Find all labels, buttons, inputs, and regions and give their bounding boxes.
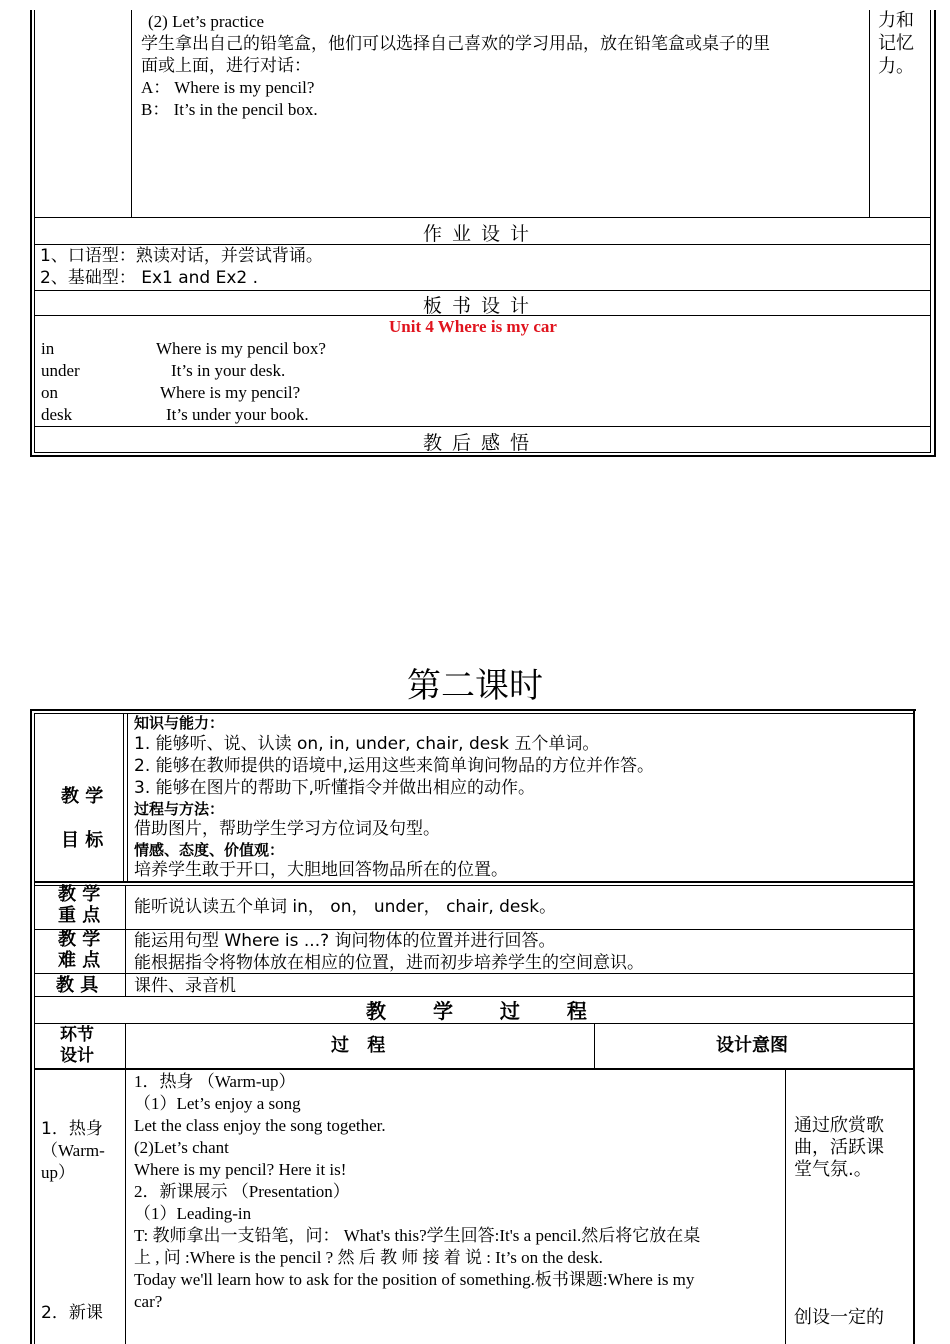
process-line: car? xyxy=(134,1292,163,1311)
practice-title: (2) Let’s practice xyxy=(148,12,265,31)
stage-warmup-2: （Warm- xyxy=(41,1141,105,1160)
process-line: 2．新课展示 （Presentation） xyxy=(134,1182,350,1201)
tools-content: 课件、录音机 xyxy=(134,976,236,996)
board-sentence-3: Where is my pencil? xyxy=(160,383,301,402)
process-line: T: 教师拿出一支铅笔，问： What's this?学生回答:It's a pencil.然后将它放在桌 xyxy=(134,1226,701,1245)
homework-item-2: 2、基础型： Ex1 and Ex2 . xyxy=(40,268,259,288)
knowledge-item-2: 2. 能够在教师提供的语境中,运用这些来简单询问物品的方位并作答。 xyxy=(134,756,655,776)
difficulties-label-1: 教 学 xyxy=(58,929,101,950)
board-heading: 板书设计 xyxy=(423,295,540,317)
lesson-title: 第二课时 xyxy=(407,666,543,706)
objectives-label-1: 教 学 xyxy=(61,786,104,807)
side-note-line-2: 记忆 xyxy=(878,33,914,54)
dialog-line-b: B： It’s in the pencil box. xyxy=(141,100,318,119)
objectives-label-2: 目 标 xyxy=(61,830,104,851)
col-intent: 设计意图 xyxy=(716,1035,788,1056)
key-points-label-2: 重 点 xyxy=(58,905,101,926)
process-line: Today we'll learn how to ask for the position of something.板书课题:Where is my xyxy=(134,1270,695,1289)
process-line: Where is my pencil? Here it is! xyxy=(134,1160,347,1179)
intent-line-1: 通过欣赏歌 xyxy=(794,1115,884,1136)
intent-line-2: 曲，活跃课 xyxy=(794,1137,884,1158)
side-note-line-3: 力。 xyxy=(878,56,914,77)
intent-line-3: 堂气氛.。 xyxy=(794,1159,872,1180)
stage-warmup-3: up） xyxy=(41,1163,75,1182)
process-line: 1．热身 （Warm-up） xyxy=(134,1072,296,1091)
process-method-item: 借助图片，帮助学生学习方位词及句型。 xyxy=(134,819,440,839)
reflection-heading: 教后感悟 xyxy=(423,432,540,454)
process-method-heading: 过程与方法： xyxy=(134,800,225,818)
key-points-content: 能听说认读五个单词 in， on， under， chair, desk。 xyxy=(134,897,557,917)
values-item: 培养学生敢于开口，大胆地回答物品所在的位置。 xyxy=(134,860,508,880)
stage-new-lesson: 2．新课 xyxy=(41,1303,103,1323)
knowledge-item-1: 1. 能够听、说、认读 on, in, under, chair, desk 五个单词。 xyxy=(134,734,600,754)
col-process: 过 程 xyxy=(331,1035,392,1056)
teaching-process-heading: 教 学 过 程 xyxy=(366,999,607,1023)
dialog-line-a: A： Where is my pencil? xyxy=(141,78,315,97)
difficulties-content-1: 能运用句型 Where is ...? 询问物体的位置并进行回答。 xyxy=(134,931,556,951)
side-note-line-1: 力和 xyxy=(878,10,914,31)
col-stage-2: 设计 xyxy=(60,1046,94,1066)
board-sentence-1: Where is my pencil box? xyxy=(156,339,326,358)
process-line: （1）Let’s enjoy a song xyxy=(134,1094,301,1113)
knowledge-heading: 知识与能力： xyxy=(134,714,225,732)
tools-label: 教 具 xyxy=(56,975,99,996)
practice-desc-line-1: 学生拿出自己的铅笔盒，他们可以选择自己喜欢的学习用品，放在铅笔盒或桌子的里 xyxy=(141,34,770,54)
key-points-label-1: 教 学 xyxy=(58,884,101,905)
board-sentence-4: It’s under your book. xyxy=(166,405,309,424)
difficulties-label-2: 难 点 xyxy=(58,950,101,971)
practice-desc-line-2: 面或上面，进行对话： xyxy=(141,56,311,76)
knowledge-item-3: 3. 能够在图片的帮助下,听懂指令并做出相应的动作。 xyxy=(134,778,536,798)
process-line: Let the class enjoy the song together. xyxy=(134,1116,386,1135)
col-stage-1: 环节 xyxy=(60,1025,94,1045)
board-word-on: on xyxy=(41,383,58,402)
board-word-desk: desk xyxy=(41,405,73,424)
intent-line-next: 创设一定的 xyxy=(794,1307,884,1328)
process-line: （1）Leading-in xyxy=(134,1204,252,1223)
difficulties-content-2: 能根据指令将物体放在相应的位置，进而初步培养学生的空间意识。 xyxy=(134,953,644,973)
values-heading: 情感、态度、价值观： xyxy=(134,841,285,859)
process-line: 上 , 问 :Where is the pencil ? 然 后 教 师 接 着 说 : It’s on the desk. xyxy=(134,1248,603,1267)
board-word-in: in xyxy=(41,339,55,358)
board-word-under: under xyxy=(41,361,80,380)
homework-item-1: 1、口语型：熟读对话，并尝试背诵。 xyxy=(40,246,323,266)
process-line: (2)Let’s chant xyxy=(134,1138,229,1157)
board-sentence-2: It’s in your desk. xyxy=(171,361,286,380)
stage-warmup-1: 1．热身 xyxy=(41,1119,103,1139)
board-title: Unit 4 Where is my car xyxy=(389,317,557,336)
homework-heading: 作业设计 xyxy=(423,223,540,245)
